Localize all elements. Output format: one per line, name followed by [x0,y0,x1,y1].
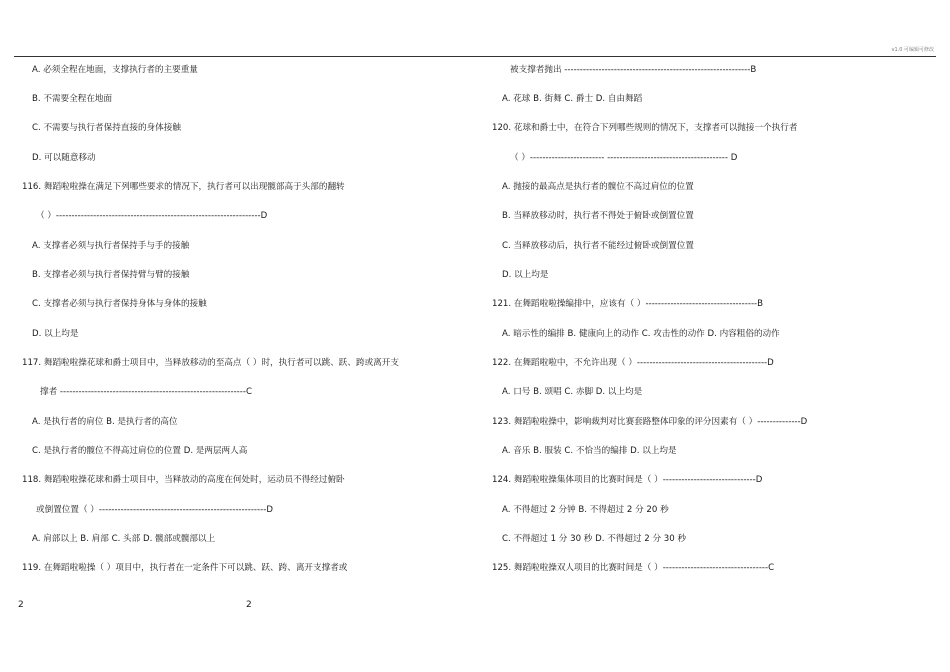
option-line: A. 支撑者必须与执行者保持手与手的接触 [32,241,190,251]
question-116: 116. 舞蹈啦啦操在满足下列哪些要求的情况下，执行者可以出现髋部高于头部的翻转 [22,182,345,192]
answer-line: 或倒置位置（ ）------------------------------------------------------D [36,505,273,515]
option-line: C. 当释放移动后，执行者不能经过俯卧或倒置位置 [502,241,694,251]
page-number: 2 [246,600,252,610]
option-line: C. 不得超过 1 分 30 秒 D. 不得超过 2 分 30 秒 [502,534,687,544]
option-line: D. 以上均是 [32,329,79,339]
option-line: A. 暗示性的编排 B. 健康向上的动作 C. 攻击性的动作 D. 内容粗俗的动作 [502,329,780,339]
question-118: 118. 舞蹈啦啦操花球和爵士项目中，当释放动的高度在何处时，运动员不得经过俯卧 [22,475,345,485]
option-line: D. 可以随意移动 [32,153,96,163]
option-line: A. 是执行者的肩位 B. 是执行者的高位 [32,417,178,427]
question-123: 123. 舞蹈啦啦操中，影响裁判对比赛套路整体印象的评分因素有（ ）--------------D [492,417,808,427]
option-line: A. 抛接的最高点是执行者的髋位不高过肩位的位置 [502,182,694,192]
question-124: 124. 舞蹈啦啦操集体项目的比赛时间是（ ）------------------------------D [492,475,763,485]
option-line: C. 支撑者必须与执行者保持身体与身体的接触 [32,299,207,309]
option-line: D. 以上均是 [502,270,549,280]
question-117: 117. 舞蹈啦啦操花球和爵士项目中，当释放移动的至高点（ ）时，执行者可以跳、跃、跨或离开支 [22,358,399,368]
option-line: B. 支撑者必须与执行者保持臂与臂的接触 [32,270,190,280]
answer-line: 被支撑者抛出 ------------------------------------------------------------B [510,65,757,75]
answer-line: 撑者 ------------------------------------------------------------C [40,387,252,397]
question-119: 119. 在舞蹈啦啦操（ ）项目中，执行者在一定条件下可以跳、跃、跨、离开支撑者或 [22,563,348,573]
option-line: C. 是执行者的髋位不得高过肩位的位置 D. 是两层两人高 [32,446,248,456]
question-125: 125. 舞蹈啦啦操双人项目的比赛时间是（ ）----------------------------------C [492,563,775,573]
header-rule [14,56,936,57]
option-line: A. 口号 B. 颂唱 C. 赤脚 D. 以上均是 [502,387,643,397]
option-line: C. 不需要与执行者保持直接的身体接触 [32,123,181,133]
option-line: A. 花球 B. 街舞 C. 爵士 D. 自由舞蹈 [502,94,643,104]
option-line: B. 当释放移动时，执行者不得处于俯卧或倒置位置 [502,211,694,221]
answer-line: （ ）------------------------------------------------------------------D [36,211,268,221]
page-number: 2 [18,600,24,610]
question-120: 120. 花球和爵士中，在符合下列哪些规则的情况下，支撑者可以抛接一个执行者 [492,123,798,133]
question-122: 122. 在舞蹈啦啦中，不允许出现（ ）------------------------------------------D [492,358,774,368]
option-line: A. 肩部以上 B. 肩部 C. 头部 D. 髋部或髋部以上 [32,534,216,544]
header-note: v1.0 可编辑可修改 [891,47,934,53]
option-line: B. 不需要全程在地面 [32,94,113,104]
answer-line: （ ）------------------------ --------------------------------------- D [510,153,738,163]
option-line: A. 不得超过 2 分钟 B. 不得超过 2 分 20 秒 [502,505,669,515]
question-121: 121. 在舞蹈啦啦操编排中，应该有（ ）------------------------------------B [492,299,764,309]
option-line: A. 必须全程在地面，支撑执行者的主要重量 [32,65,198,75]
option-line: A. 音乐 B. 服装 C. 不恰当的编排 D. 以上均是 [502,446,677,456]
